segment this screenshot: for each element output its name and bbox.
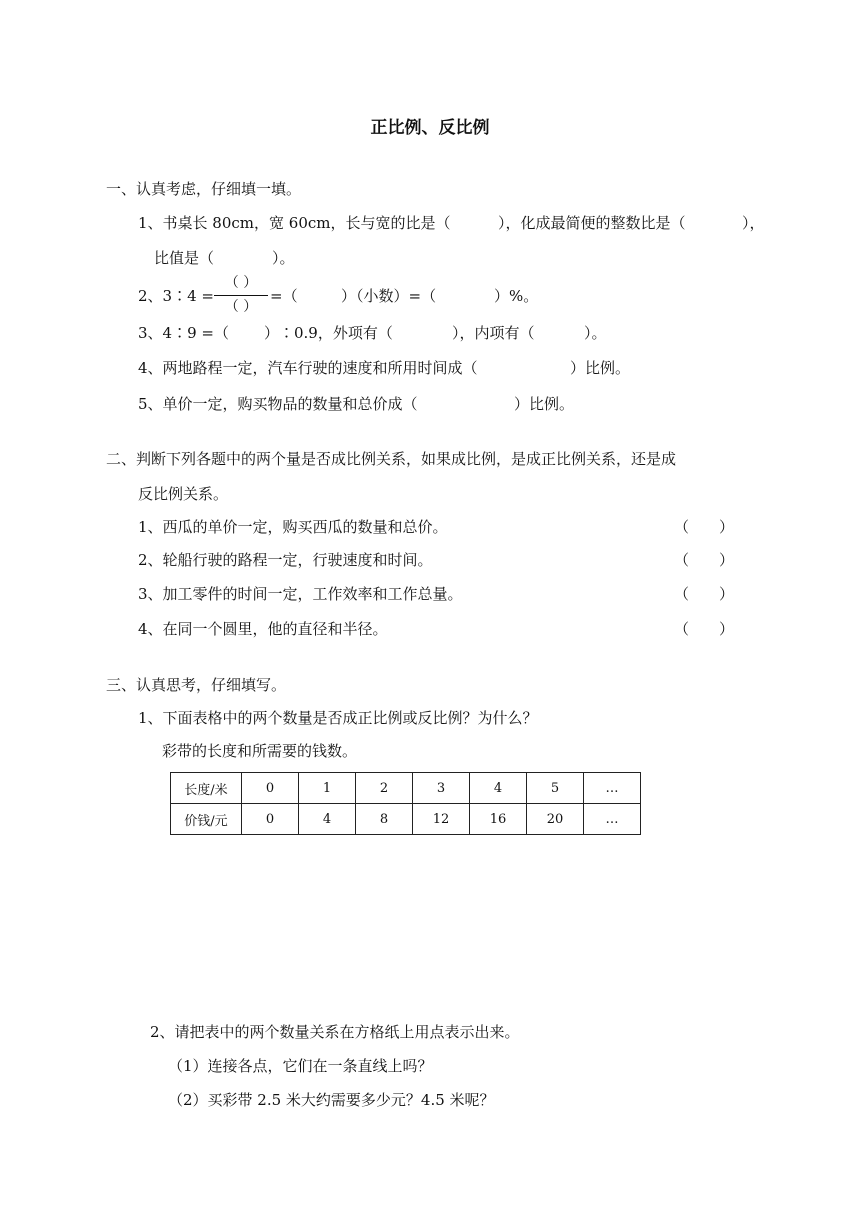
ribbon-price-table (170, 772, 641, 835)
q1-line1-part-b: ），化成最简便的整数比是（ (498, 214, 686, 232)
judgement-answer-3[interactable]: （ ） (674, 585, 735, 603)
section1-heading: 一、认真考虑，仔细填一填。 (106, 180, 302, 198)
q5-part-a: 5、单价一定，购买物品的数量和总价成（ (138, 395, 418, 413)
section3-heading: 三、认真思考，仔细填写。 (106, 676, 287, 694)
page-title: 正比例、反比例 (370, 118, 490, 138)
q2-part-c: ）（小数）=（ (341, 287, 437, 305)
row-label-length: 长度/米 (171, 773, 242, 804)
table-cell: 0 (242, 773, 299, 804)
table-cell: … (584, 804, 641, 835)
q2-part-b: =（ (270, 287, 298, 305)
table-cell: 0 (242, 804, 299, 835)
q5-part-b: ）比例。 (514, 395, 575, 413)
table-cell: 4 (470, 773, 527, 804)
table-cell: … (584, 773, 641, 804)
table-cell: 3 (413, 773, 470, 804)
judgement-item-2: 2、轮船行驶的路程一定，行驶速度和时间。 (138, 551, 433, 569)
s3-q2-sub2: （2）买彩带 2.5 米大约需要多少元？4.5 米呢？ (168, 1091, 495, 1109)
q3-part-d: ）。 (584, 324, 607, 342)
table-row (171, 773, 641, 804)
s3-q1-subtitle: 彩带的长度和所需要的钱数。 (162, 742, 358, 760)
table-cell: 12 (413, 804, 470, 835)
judgement-item-3: 3、加工零件的时间一定，工作效率和工作总量。 (138, 585, 463, 603)
s3-q1-text: 1、下面表格中的两个数量是否成正比例或反比例？为什么？ (138, 709, 538, 727)
q2-fraction-blank[interactable] (214, 274, 268, 318)
table-cell: 1 (299, 773, 356, 804)
q2-part-d: ）%。 (494, 287, 539, 305)
table-cell: 5 (527, 773, 584, 804)
q1-line2-part-a: 比值是（ (154, 249, 215, 267)
table-cell: 20 (527, 804, 584, 835)
table-cell: 2 (356, 773, 413, 804)
table-cell: 4 (299, 804, 356, 835)
q3-part-c: ），内项有（ (452, 324, 535, 342)
q2-part-a: 2、3∶4 = (138, 287, 214, 305)
section2-heading-line1: 二、判断下列各题中的两个量是否成比例关系，如果成比例，是成正比例关系，还是成 (106, 450, 677, 468)
judgement-answer-4[interactable]: （ ） (674, 620, 735, 638)
q3-part-a: 3、4∶9 =（ (138, 324, 229, 342)
section2-heading-line2: 反比例关系。 (138, 485, 229, 503)
q1-line1-part-c: ）， (742, 214, 765, 232)
q4-part-a: 4、两地路程一定，汽车行驶的速度和所用时间成（ (138, 359, 478, 377)
row-label-price: 价钱/元 (171, 804, 242, 835)
table-cell: 16 (470, 804, 527, 835)
q3-part-b: ）∶0.9，外项有（ (264, 324, 393, 342)
q1-line1-part-a: 1、书桌长 80cm，宽 60cm，长与宽的比是（ (138, 214, 451, 232)
fraction-bar (214, 295, 268, 296)
judgement-answer-1[interactable]: （ ） (674, 518, 735, 536)
q4-part-b: ）比例。 (570, 359, 631, 377)
fraction-numerator: （ ） (224, 275, 258, 291)
s3-q2-sub1: （1）连接各点，它们在一条直线上吗？ (168, 1057, 433, 1075)
judgement-answer-2[interactable]: （ ） (674, 551, 735, 569)
s3-q2-text: 2、请把表中的两个数量关系在方格纸上用点表示出来。 (150, 1023, 520, 1041)
q1-line2-part-b: ）。 (272, 249, 295, 267)
fraction-denominator: （ ） (224, 299, 258, 315)
judgement-item-1: 1、西瓜的单价一定，购买西瓜的数量和总价。 (138, 518, 448, 536)
table-cell: 8 (356, 804, 413, 835)
judgement-item-4: 4、在同一个圆里，他的直径和半径。 (138, 620, 388, 638)
table-row (171, 804, 641, 835)
